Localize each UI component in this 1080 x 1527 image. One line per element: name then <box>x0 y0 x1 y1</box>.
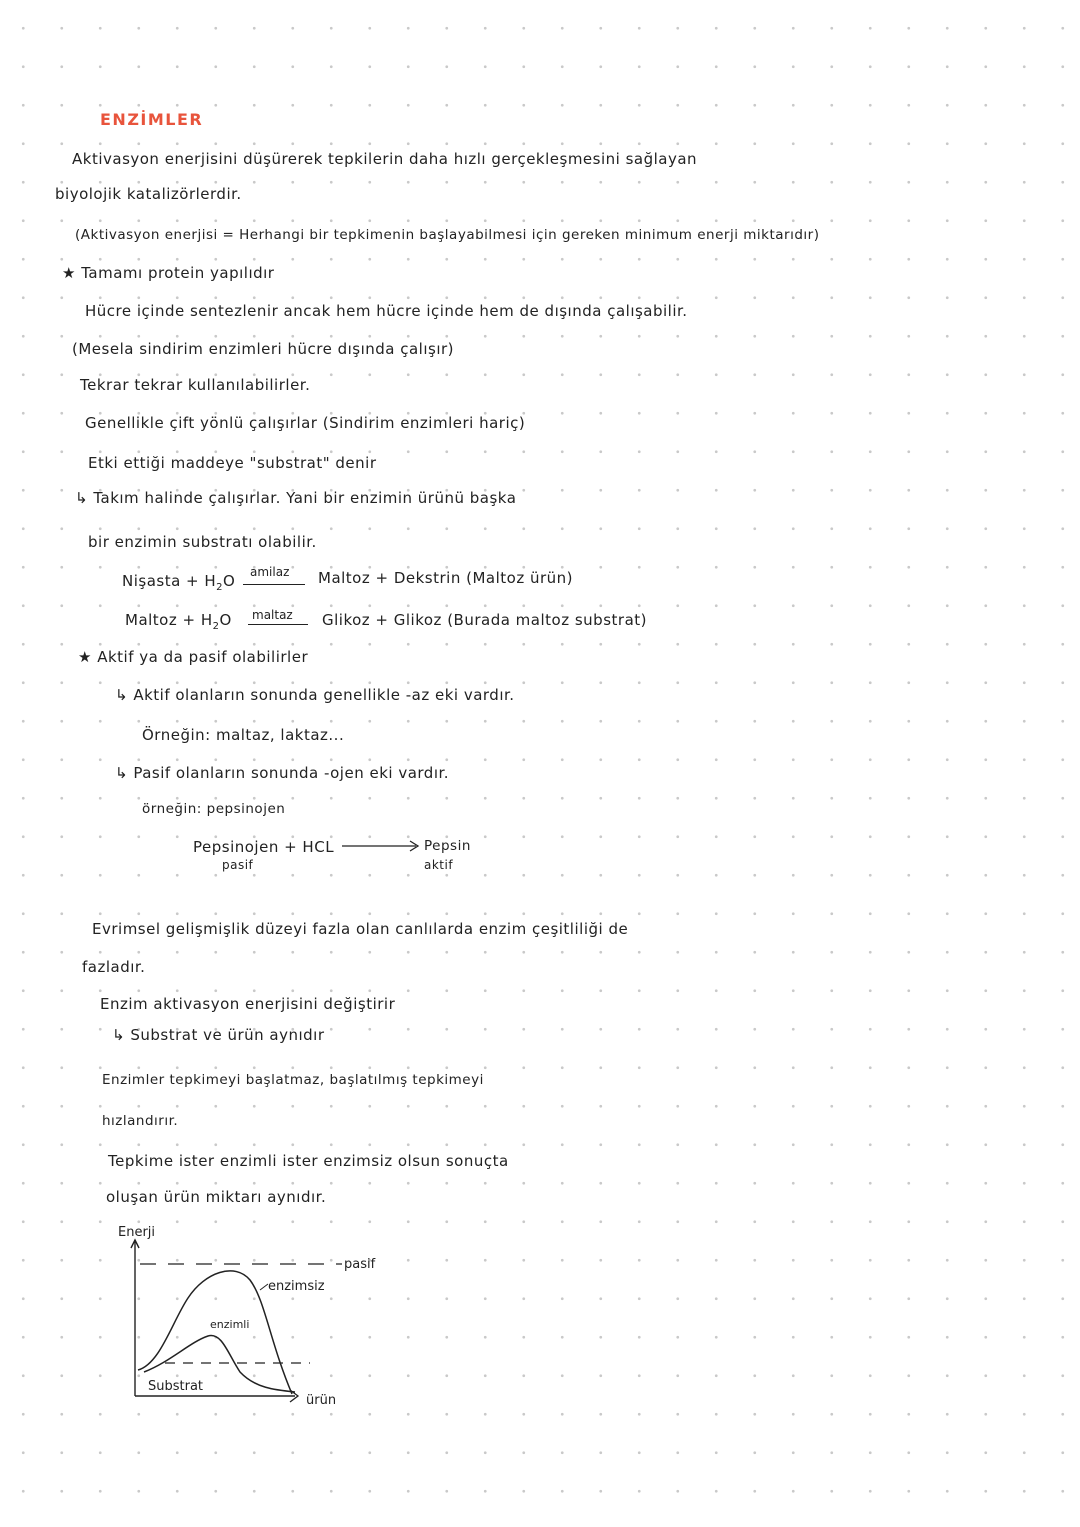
reaction-1-sub: 2 <box>216 582 224 593</box>
graph-label-enzimli: enzimli <box>210 1318 250 1331</box>
reaction-3-right: Pepsin <box>424 838 471 854</box>
text-line: Etki ettiği maddeye "substrat" denir <box>88 454 377 472</box>
text-line: (Mesela sindirim enzimleri hücre dışında çalışır) <box>72 340 455 358</box>
text-line: oluşan ürün miktarı aynıdır. <box>106 1188 327 1206</box>
text-line: ★ Aktif ya da pasif olabilirler <box>78 648 309 666</box>
text-line: örneğin: pepsinojen <box>142 801 286 817</box>
text-line: Örneğin: maltaz, laktaz... <box>142 726 345 744</box>
reaction-1-left: Nişasta + H <box>122 572 217 590</box>
reaction-2-right: Glikoz + Glikoz (Burada maltoz substrat) <box>322 611 647 629</box>
text-line: Tekrar tekrar kullanılabilirler. <box>80 376 311 394</box>
graph-label-substrat: Substrat <box>148 1379 204 1394</box>
text-line: ↳ Aktif olanların sonunda genellikle -az eki vardır. <box>115 686 515 704</box>
reaction-1-arrow <box>243 584 305 585</box>
reaction-1-right: Maltoz + Dekstrin (Maltoz ürün) <box>318 569 574 587</box>
text-line: Genellikle çift yönlü çalışırlar (Sindirim enzimleri hariç) <box>85 414 526 432</box>
reaction-1 <box>122 572 235 593</box>
reaction-2-sub: 2 <box>212 621 220 632</box>
reaction-2-left: Maltoz + H <box>125 611 213 629</box>
graph-label-pasif: pasif <box>344 1257 376 1272</box>
reaction-2-arrow <box>248 624 308 625</box>
text-line: fazladır. <box>82 958 146 976</box>
text-line: Hücre içinde sentezlenir ancak hem hücre içinde hem de dışında çalışabilir. <box>85 302 688 320</box>
graph-label-enzimsiz: enzimsiz <box>268 1279 325 1294</box>
reaction-2 <box>125 611 232 632</box>
text-line: bir enzimin substratı olabilir. <box>88 533 317 551</box>
graph-label-urun: ürün <box>306 1393 337 1408</box>
text-line: Enzim aktivasyon enerjisini değiştirir <box>100 995 396 1013</box>
text-line: (Aktivasyon enerjisi = Herhangi bir tepkimenin başlayabilmesi için gereken minimum enerji miktarıdır) <box>75 227 820 243</box>
reaction-2-enzyme: maltaz <box>252 608 293 622</box>
text-line: Evrimsel gelişmişlik düzeyi fazla olan canlılarda enzim çeşitliliği de <box>92 920 629 938</box>
text-line: ★ Tamamı protein yapılıdır <box>62 264 275 282</box>
text-line: ↳ Substrat ve ürün aynıdır <box>112 1026 325 1044</box>
reaction-2-o: O <box>219 611 232 629</box>
text-line: Aktivasyon enerjisini düşürerek tepkilerin daha hızlı gerçekleşmesini sağlayan <box>72 150 698 168</box>
graph-y-label: Enerji <box>118 1225 156 1240</box>
text-line: Enzimler tepkimeyi başlatmaz, başlatılmış tepkimeyi <box>102 1072 484 1088</box>
text-line: biyolojik katalizörlerdir. <box>55 185 242 203</box>
energy-graph-svg <box>110 1222 400 1412</box>
enzimsiz-pointer <box>260 1284 268 1290</box>
reaction-1-o: O <box>223 572 236 590</box>
energy-graph <box>110 1222 400 1412</box>
text-line: hızlandırır. <box>102 1113 179 1129</box>
reaction-3-arrow <box>342 838 422 854</box>
text-line: ↳ Takım halinde çalışırlar. Yani bir enzimin ürünü başka <box>75 489 517 507</box>
reaction-3-left-note: pasif <box>222 858 254 872</box>
text-line: ↳ Pasif olanların sonunda -ojen eki vardır. <box>115 764 450 782</box>
page-title: ENZİMLER <box>100 110 204 129</box>
reaction-1-enzyme: amilaz <box>250 565 290 579</box>
text-line: Tepkime ister enzimli ister enzimsiz olsun sonuçta <box>108 1152 509 1170</box>
reaction-3-right-note: aktif <box>424 858 454 872</box>
reaction-3-left: Pepsinojen + HCL <box>193 838 335 856</box>
